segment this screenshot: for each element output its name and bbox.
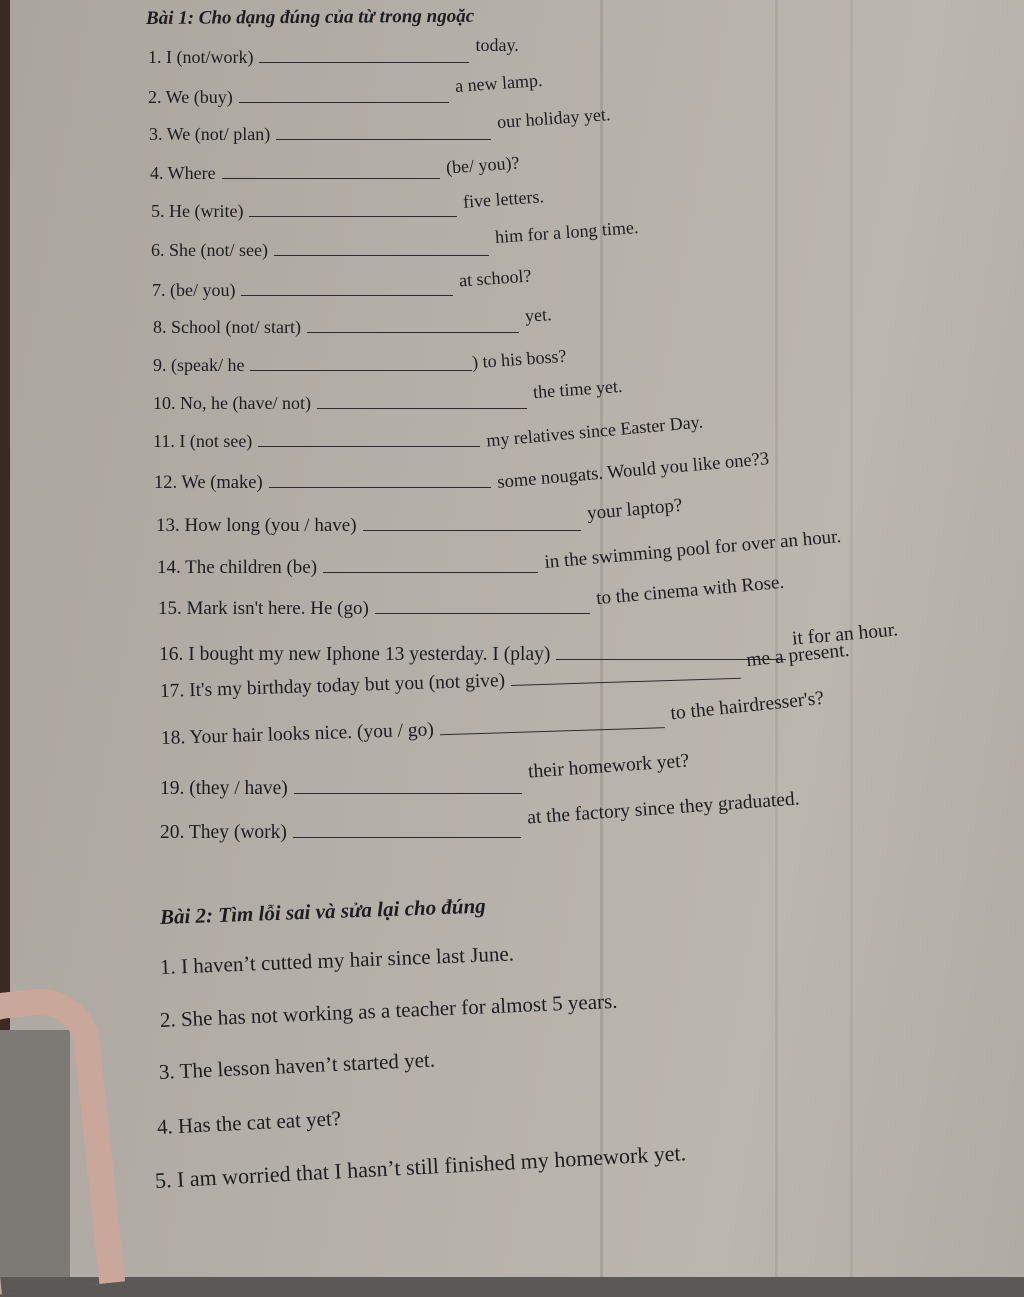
- item-prompt: 11. I (not see): [153, 431, 253, 451]
- exercise-item: [148, 35, 519, 68]
- item-prompt: 8. School (not/ start): [153, 317, 301, 337]
- item-prompt: 5. He (write): [151, 201, 244, 221]
- exercise-item: [151, 186, 546, 222]
- error-sentence: 4. Has the cat eat yet?: [156, 1106, 342, 1139]
- item-prompt: 7. (be/ you): [152, 280, 236, 300]
- item-continuation: to the hairdresser's?: [669, 687, 825, 725]
- answer-blank[interactable]: [276, 138, 491, 140]
- item-continuation: our holiday yet.: [496, 104, 612, 132]
- item-prompt: 10. No, he (have/ not): [153, 393, 311, 413]
- item-continuation: ) to his boss?: [471, 345, 568, 373]
- answer-blank[interactable]: [249, 215, 457, 217]
- answer-blank[interactable]: [274, 254, 489, 256]
- item-continuation: to the cinema with Rose.: [595, 571, 785, 610]
- item-prompt: 3. We (not/ plan): [149, 124, 271, 144]
- paper-fold: [775, 0, 778, 1277]
- answer-blank[interactable]: [269, 486, 491, 488]
- item-prompt: 4. Where: [150, 163, 216, 183]
- answer-blank[interactable]: [294, 792, 522, 794]
- answer-blank[interactable]: [363, 529, 581, 531]
- item-continuation: some nougats. Would you like one?3: [496, 449, 770, 493]
- answer-blank[interactable]: [258, 445, 480, 447]
- item-continuation: yet.: [524, 304, 553, 326]
- answer-blank[interactable]: [293, 836, 521, 838]
- answer-blank[interactable]: [440, 726, 665, 735]
- item-prompt: 15. Mark isn't here. He (go): [158, 598, 369, 619]
- worksheet-paper: [10, 0, 1024, 1277]
- item-prompt: 1. I (not/work): [148, 47, 254, 67]
- item-continuation: in the swimming pool for over an hour.: [543, 526, 842, 573]
- error-sentence: 2. She has not working as a teacher for almost 5 years.: [159, 988, 618, 1032]
- answer-blank[interactable]: [222, 177, 440, 179]
- item-continuation: my relatives since Easter Day.: [485, 411, 704, 451]
- exercise-item: [160, 687, 825, 750]
- answer-blank[interactable]: [259, 61, 469, 63]
- exercise1-title: Bài 1: Cho dạng đúng của từ trong ngoặc: [145, 5, 475, 29]
- paper-fold: [600, 0, 603, 1277]
- item-prompt: 17. It's my birthday today but you (not give): [159, 670, 506, 702]
- exercise-item: [148, 69, 543, 108]
- exercise-item: [153, 304, 553, 338]
- item-prompt: 18. Your hair looks nice. (you / go): [160, 719, 435, 749]
- exercise-item: [153, 375, 624, 414]
- exercise-item: [153, 345, 568, 376]
- answer-blank[interactable]: [323, 571, 538, 573]
- item-continuation: him for a long time.: [494, 217, 639, 247]
- error-sentence: 3. The lesson haven’t started yet.: [158, 1047, 436, 1084]
- item-continuation: at school?: [458, 265, 533, 291]
- error-sentence: 1. I haven’t cutted my hair since last June.: [159, 941, 515, 979]
- answer-blank[interactable]: [317, 407, 527, 409]
- answer-blank[interactable]: [239, 101, 449, 103]
- item-prompt: 6. She (not/ see): [151, 240, 268, 260]
- exercise-item: [151, 217, 639, 261]
- answer-blank[interactable]: [241, 294, 453, 296]
- exercise-item: [152, 265, 533, 301]
- item-continuation: today.: [475, 35, 519, 55]
- item-continuation: a new lamp.: [454, 69, 543, 97]
- item-prompt: 14. The children (be): [157, 557, 318, 578]
- item-continuation: the time yet.: [532, 375, 624, 403]
- item-continuation: their homework yet?: [527, 750, 690, 783]
- item-continuation: five letters.: [462, 186, 546, 212]
- item-prompt: 9. (speak/ he: [153, 355, 245, 375]
- item-prompt: 19. (they / have): [160, 778, 288, 799]
- item-prompt: 2. We (buy): [148, 87, 233, 107]
- error-sentence: 5. I am worried that I hasn’t still finished my homework yet.: [154, 1140, 687, 1193]
- answer-blank[interactable]: [250, 369, 472, 371]
- exercise-item: [158, 571, 785, 620]
- item-continuation: your laptop?: [585, 494, 683, 525]
- item-continuation: at the factory since they graduated.: [526, 788, 801, 829]
- exercise2-title: Bài 2: Tìm lỗi sai và sửa lại cho đúng: [159, 893, 487, 929]
- item-continuation: it for an hour.: [791, 619, 900, 650]
- answer-blank[interactable]: [375, 612, 590, 614]
- answer-blank[interactable]: [307, 331, 519, 333]
- exercise-item: [154, 449, 770, 494]
- exercise-item: [160, 750, 690, 800]
- exercise-item: [156, 494, 683, 537]
- item-prompt: 12. We (make): [154, 473, 263, 493]
- item-prompt: 13. How long (you / have): [156, 515, 357, 536]
- item-prompt: 16. I bought my new Iphone 13 yesterday. I (play): [159, 644, 551, 665]
- exercise-item: [153, 411, 704, 452]
- item-continuation: (be/ you)?: [444, 152, 520, 178]
- answer-blank[interactable]: [511, 677, 741, 686]
- item-prompt: 20. They (work): [160, 822, 287, 843]
- exercise-item: [149, 104, 612, 145]
- item-continuation: me a present.: [745, 639, 851, 672]
- exercise-item: [150, 152, 520, 184]
